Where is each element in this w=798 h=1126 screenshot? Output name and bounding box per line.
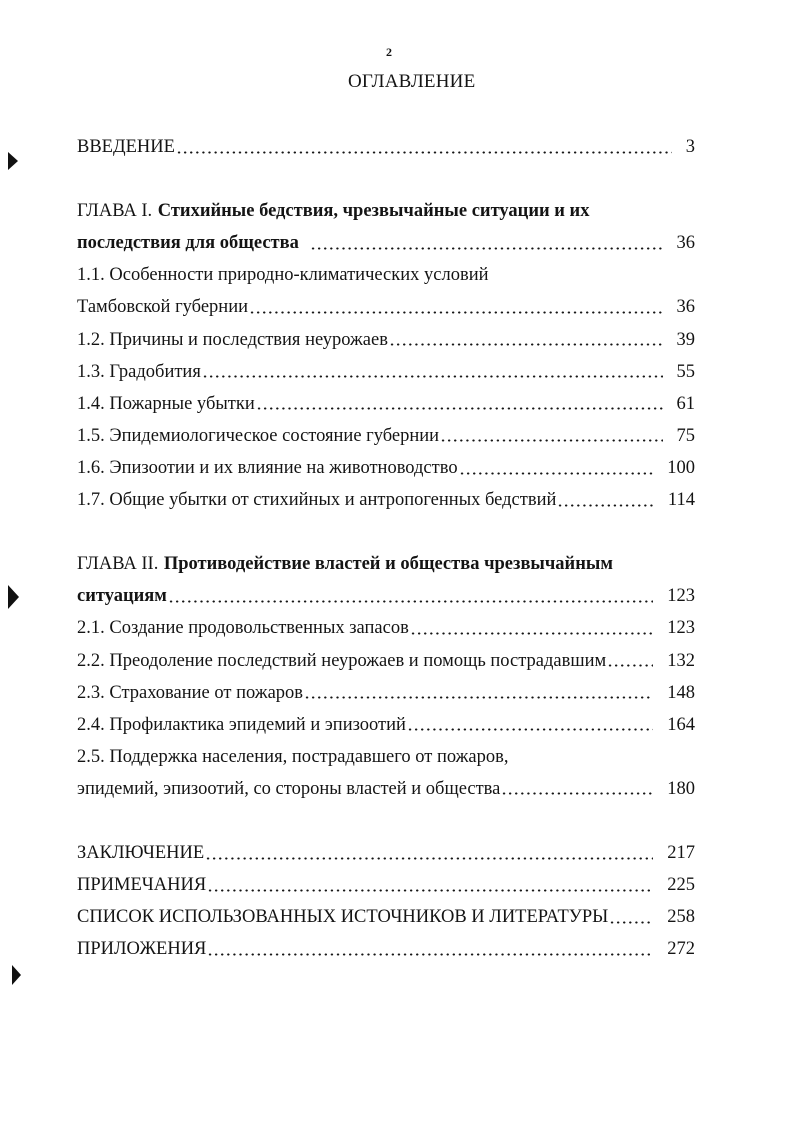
toc-entry-page-number: 148 [667, 682, 695, 703]
toc-entry-label: 2.3. Страхование от пожаров [77, 682, 304, 703]
toc-entry-label: 2.2. Преодоление последствий неурожаев и помощь пострадавшим [77, 650, 607, 671]
toc-section-1-5 [77, 420, 695, 452]
dot-leader [458, 452, 654, 484]
chapter-prefix: ГЛАВА I. [77, 201, 153, 222]
toc-entry-page-number: 258 [667, 907, 695, 928]
toc-entry-page-number: 3 [685, 137, 695, 157]
toc-section-2-3 [77, 677, 695, 709]
dot-leader [439, 420, 662, 452]
toc-entry-page-number: 217 [667, 843, 695, 864]
toc-entry-notes [77, 869, 695, 901]
toc-entry-label: 1.4. Пожарные убытки [77, 393, 255, 414]
chapter-1-heading [77, 195, 695, 227]
chapter-prefix: ГЛАВА II. [77, 554, 159, 575]
toc-section-1-6 [77, 452, 695, 484]
dot-leader [206, 933, 653, 965]
page-title: ОГЛАВЛЕНИЕ [348, 71, 476, 92]
toc-section-2-2 [77, 645, 695, 677]
toc-entry-label: ПРИМЕЧАНИЯ [77, 875, 207, 896]
toc-entry-page-number: 180 [667, 778, 695, 799]
toc-entry-page-number: 132 [667, 650, 695, 671]
toc-entry-label: эпидемий, эпизоотий, со стороны властей и общества [77, 778, 501, 799]
toc-entry-appendices [77, 933, 695, 965]
scan-marker-icon [8, 585, 19, 609]
toc-entry-label: 1.2. Причины и последствия неурожаев [77, 329, 388, 350]
chapter-title: Стихийные бедствия, чрезвычайные ситуации и их [157, 201, 590, 222]
toc-entry-label: 1.6. Эпизоотии и их влияние на животноводство [77, 457, 458, 478]
table-of-contents [77, 131, 695, 965]
dot-leader [388, 324, 663, 356]
toc-section-1-1-continued [77, 291, 695, 323]
dot-leader [175, 131, 672, 163]
dot-leader [255, 388, 663, 420]
toc-section-2-4 [77, 709, 695, 741]
toc-entry-page-number: 123 [667, 586, 695, 607]
dot-leader [606, 645, 653, 677]
toc-entry-page-number: 75 [676, 425, 695, 446]
scan-marker-icon [12, 965, 21, 985]
dot-leader [204, 837, 653, 869]
toc-section-1-3 [77, 356, 695, 388]
toc-entry-page-number: 61 [676, 393, 695, 414]
chapter-2-heading-continued [77, 580, 695, 612]
toc-entry-label: ПРИЛОЖЕНИЯ [77, 939, 207, 960]
toc-entry-page-number: 225 [667, 875, 695, 896]
toc-entry-page-number: 100 [667, 457, 695, 478]
toc-section-2-5 [77, 741, 695, 773]
chapter-title: Противодействие властей и общества чрезвычайным [163, 554, 613, 575]
dot-leader [167, 580, 653, 612]
toc-entry-label: 2.1. Создание продовольственных запасов [77, 618, 409, 639]
toc-entry-label: 2.4. Профилактика эпидемий и эпизоотий [77, 714, 406, 735]
toc-entry-page-number: 272 [667, 939, 695, 960]
toc-entry-page-number: 164 [667, 714, 695, 735]
dot-leader [303, 677, 653, 709]
dot-leader [556, 484, 654, 516]
toc-entry-label: 2.5. Поддержка населения, пострадавшего от пожаров, [77, 746, 509, 767]
dot-leader [201, 356, 663, 388]
toc-entry-label: СПИСОК ИСПОЛЬЗОВАННЫХ ИСТОЧНИКОВ И ЛИТЕРАТУРЫ [77, 907, 609, 928]
toc-entry-bibliography [77, 901, 695, 933]
toc-entry-page-number: 55 [676, 361, 695, 382]
scan-marker-icon [8, 152, 18, 170]
toc-entry-page-number: 39 [676, 329, 695, 350]
dot-leader [500, 773, 653, 805]
toc-section-2-5-continued [77, 773, 695, 805]
toc-entry-introduction [77, 131, 695, 163]
dot-leader [248, 291, 662, 323]
dot-leader [608, 901, 653, 933]
dot-leader [206, 869, 653, 901]
chapter-2-heading [77, 548, 695, 580]
dot-leader [309, 227, 663, 259]
toc-entry-label: ЗАКЛЮЧЕНИЕ [77, 843, 205, 864]
toc-entry-label: 1.1. Особенности природно-климатических условий [77, 265, 489, 286]
toc-section-1-1 [77, 259, 695, 291]
dot-leader [409, 612, 653, 644]
toc-entry-label: ВВЕДЕНИЕ [77, 137, 175, 157]
toc-entry-page-number: 36 [676, 297, 695, 318]
toc-entry-page-number: 36 [676, 233, 695, 254]
toc-entry-conclusion [77, 837, 695, 869]
chapter-title: последствия для общества [77, 233, 299, 254]
toc-entry-label: 1.3. Градобития [77, 361, 201, 382]
toc-section-2-1 [77, 612, 695, 644]
toc-section-1-4 [77, 388, 695, 420]
chapter-title: ситуациям [77, 586, 167, 607]
page-number: 2 [386, 45, 392, 59]
toc-entry-label: 1.5. Эпидемиологическое состояние губернии [77, 425, 440, 446]
toc-entry-label: 1.7. Общие убытки от стихийных и антропогенных бедствий [77, 490, 557, 511]
toc-section-1-7 [77, 484, 695, 516]
toc-entry-label: Тамбовской губернии [77, 297, 249, 318]
dot-leader [406, 709, 653, 741]
toc-entry-page-number: 123 [667, 618, 695, 639]
chapter-1-heading-continued [77, 227, 695, 259]
toc-entry-page-number: 114 [667, 490, 695, 511]
toc-section-1-2 [77, 324, 695, 356]
